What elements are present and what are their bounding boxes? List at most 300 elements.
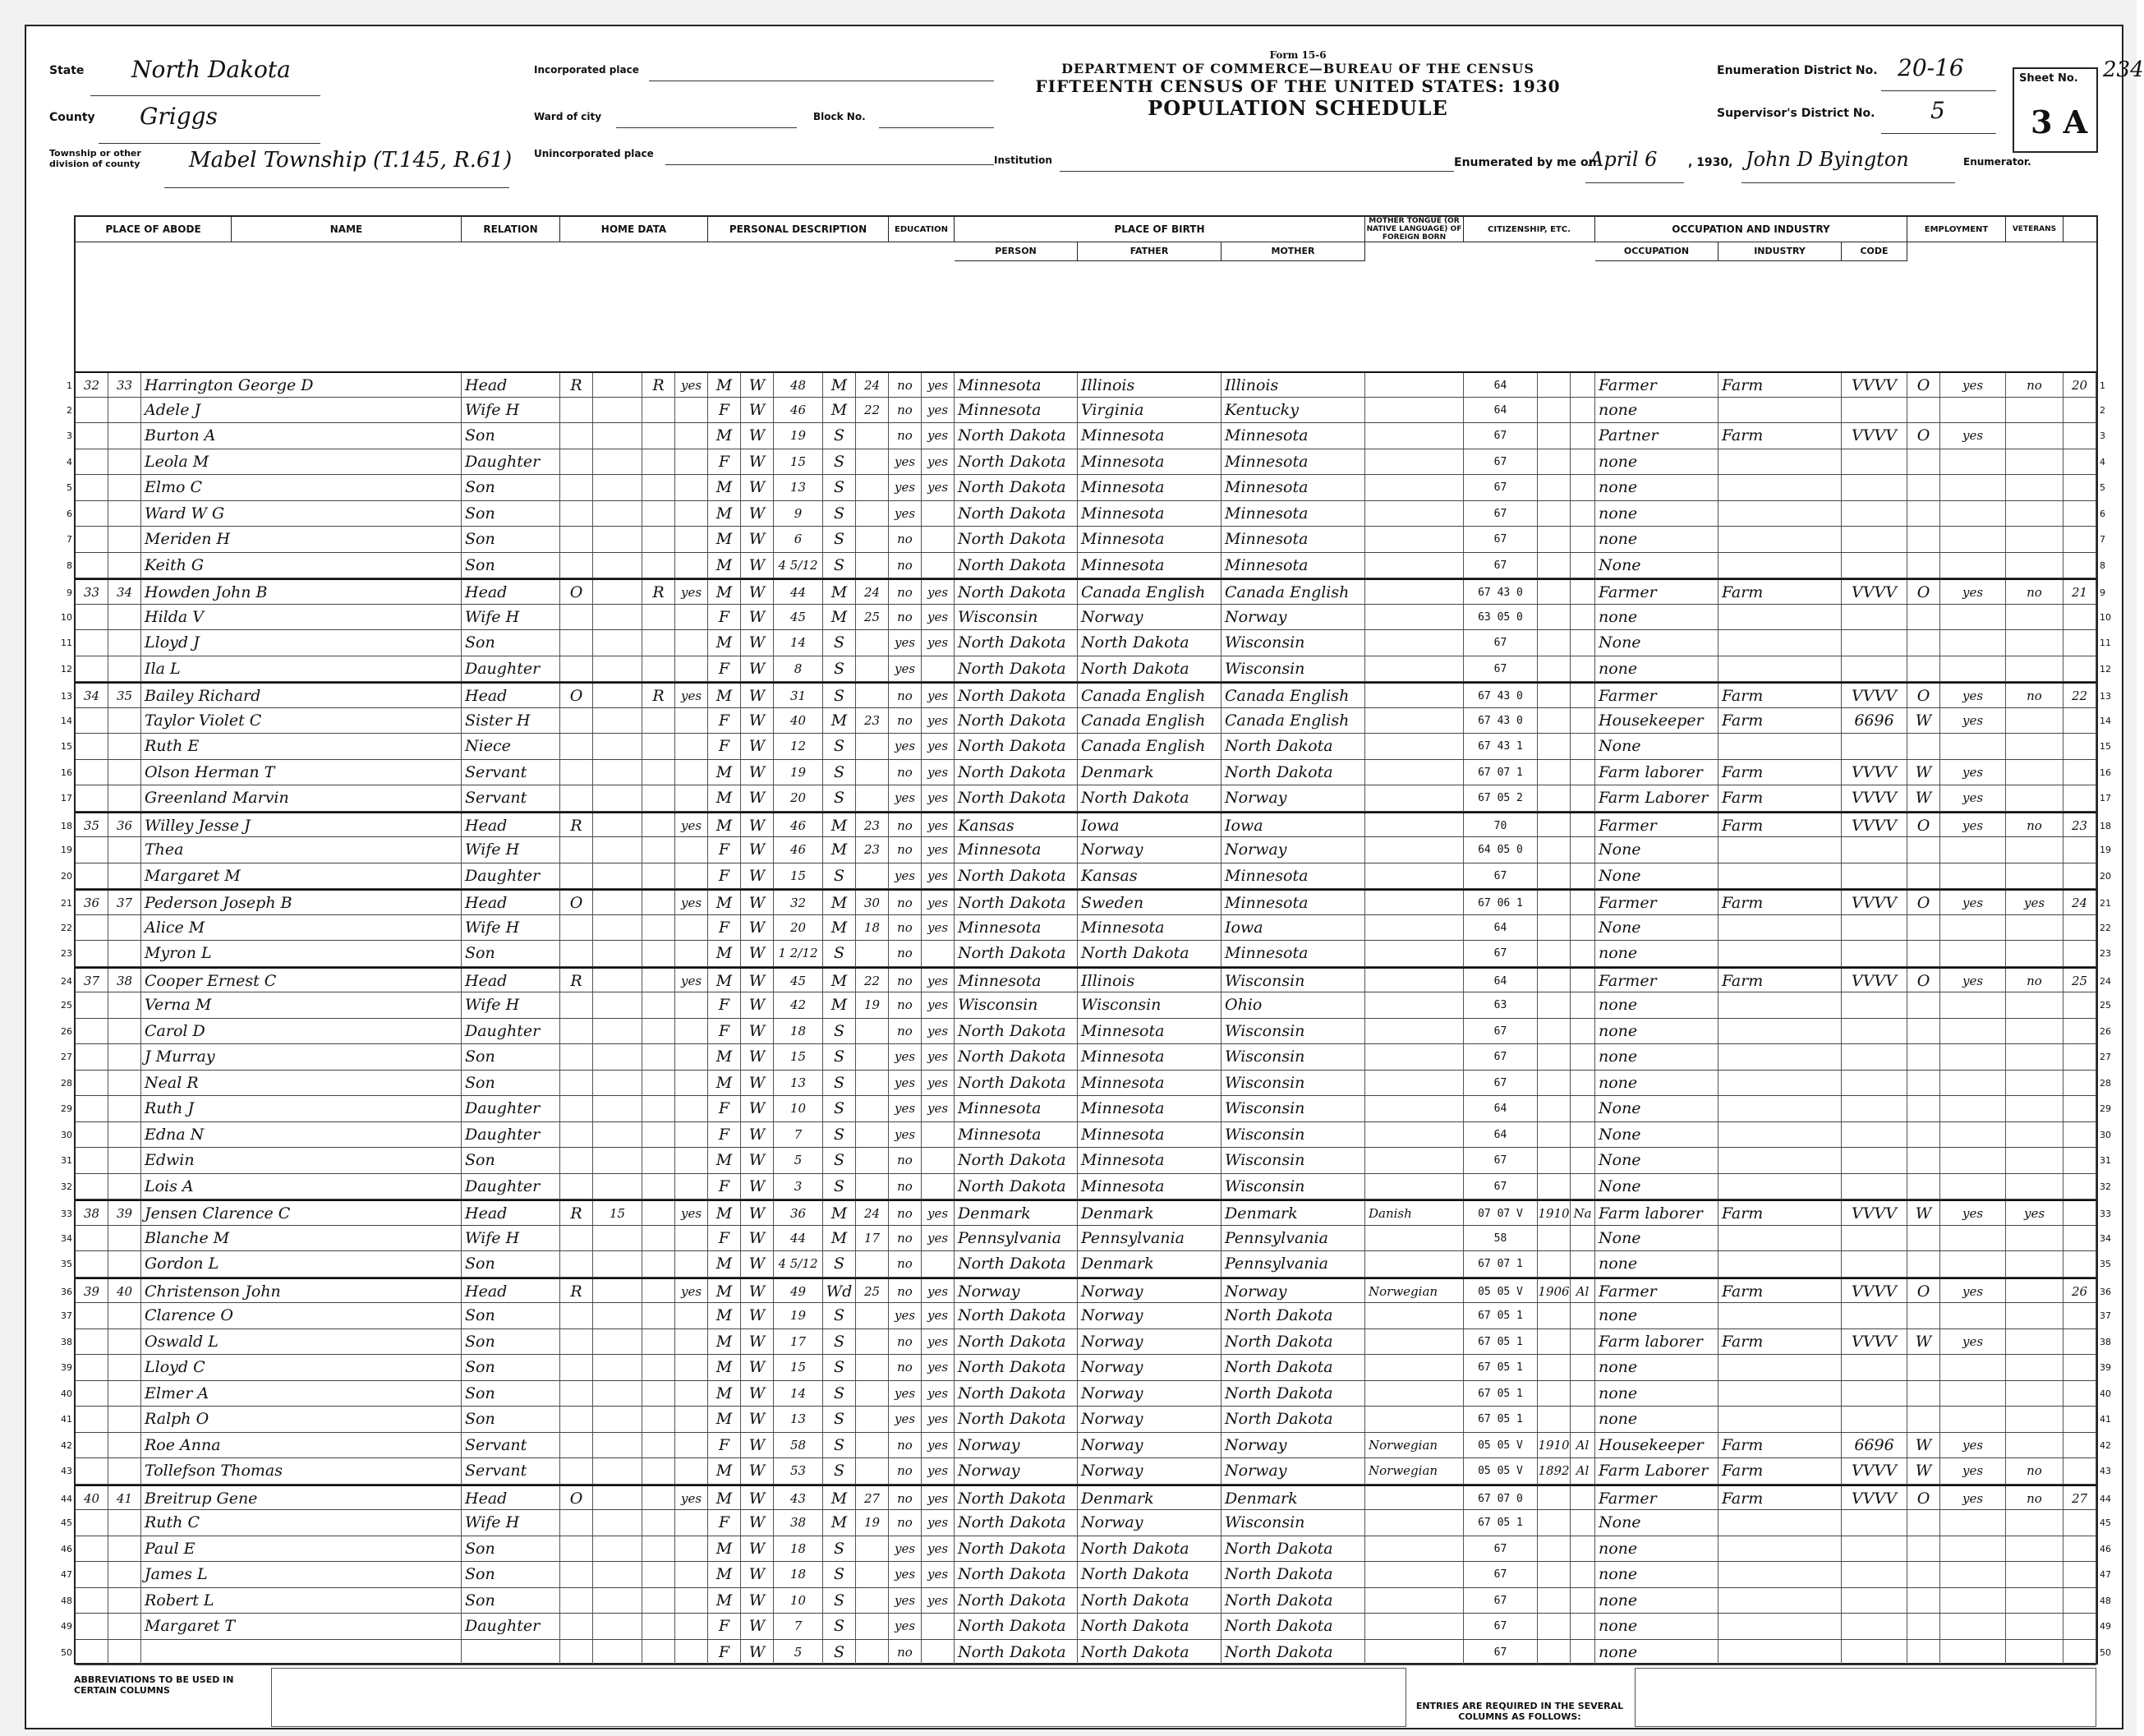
cell-vet: no	[2006, 1486, 2063, 1510]
cell-farmsched	[2063, 1226, 2096, 1251]
cell-agem	[856, 760, 889, 785]
cell-code: 67	[1464, 1044, 1538, 1070]
line-number-right: 9	[2100, 587, 2105, 598]
cell-farmsched	[2063, 992, 2096, 1018]
cell-farmsched	[2063, 1562, 2096, 1587]
cell-age: 5	[774, 1640, 823, 1665]
cell-rel: Son	[462, 1303, 560, 1328]
cell-fbp: Norway	[1078, 1458, 1222, 1484]
line-number: 21	[61, 898, 72, 909]
cell-agem	[856, 1122, 889, 1148]
cell-read: yes	[922, 708, 955, 734]
cell-dw	[76, 1251, 108, 1277]
cell-sex: M	[708, 1355, 741, 1380]
cell-sex: M	[708, 1071, 741, 1096]
cell-ind	[1718, 630, 1842, 656]
line-number-right: 50	[2100, 1646, 2111, 1658]
cell-fbp: Canada English	[1078, 684, 1222, 707]
table-row	[61, 1433, 2111, 1459]
cell-fbp: Kansas	[1078, 863, 1222, 889]
cell-work: yes	[1940, 580, 2006, 604]
cell-nat	[1571, 449, 1595, 475]
cell-bp: North Dakota	[955, 1303, 1078, 1328]
cell-farm	[642, 992, 675, 1018]
cell-val	[593, 813, 642, 837]
cell-occ: None	[1595, 837, 1718, 863]
cell-radio	[675, 1019, 708, 1044]
cell-age: 15	[774, 863, 823, 889]
cell-radio: yes	[675, 580, 708, 604]
cell-vet	[2006, 605, 2063, 630]
cell-mbp: Minnesota	[1222, 501, 1365, 527]
cell-age: 13	[774, 1071, 823, 1096]
cell-radio	[675, 1407, 708, 1432]
footer-abbrev: ABBREVIATIONS TO BE USED IN CERTAIN COLUMNS	[74, 1674, 234, 1696]
cell-radio: yes	[675, 969, 708, 992]
cell-name: Lois A	[141, 1174, 462, 1200]
cell-sex: M	[708, 580, 741, 604]
cell-sch: no	[889, 891, 922, 914]
cell-work	[1940, 1226, 2006, 1251]
cell-mar: S	[823, 941, 856, 966]
cell-sch: no	[889, 1251, 922, 1277]
table-row	[61, 967, 2111, 993]
cell-cls	[1907, 1226, 1940, 1251]
cell-eng	[1595, 1019, 1599, 1044]
cell-radio	[675, 1536, 708, 1562]
line-number-right: 44	[2100, 1493, 2111, 1504]
cell-cls	[1907, 1562, 1940, 1587]
cell-agem	[856, 1329, 889, 1355]
cell-race: W	[741, 1148, 774, 1173]
cell-cls	[1907, 1044, 1940, 1070]
cell-fbp: Illinois	[1078, 373, 1222, 397]
cell-fbp: Minnesota	[1078, 1019, 1222, 1044]
cell-ind	[1718, 1122, 1842, 1148]
cell-sex: F	[708, 1122, 741, 1148]
cell-read: yes	[922, 1510, 955, 1536]
cell-imm	[1538, 1614, 1571, 1639]
cell-own	[560, 1640, 593, 1665]
cell-occ: none	[1595, 475, 1718, 500]
cell-mbp: Pennsylvania	[1222, 1226, 1365, 1251]
cell-eng	[1595, 992, 1599, 1018]
cell-sch: yes	[889, 475, 922, 500]
cell-imm	[1538, 915, 1571, 941]
cell-eng	[1595, 1201, 1599, 1225]
cell-bp: North Dakota	[955, 1562, 1078, 1587]
cell-tongue	[1365, 580, 1464, 604]
cell-rel: Son	[462, 1355, 560, 1380]
cell-fam	[108, 1148, 141, 1173]
cell-ocode	[1842, 553, 1907, 578]
cell-occ: none	[1595, 1071, 1718, 1096]
cell-dw	[76, 423, 108, 449]
cell-dw	[76, 1536, 108, 1562]
cell-race: W	[741, 1562, 774, 1587]
cell-fam	[108, 1536, 141, 1562]
cell-sch: yes	[889, 1588, 922, 1614]
cell-farm	[642, 1226, 675, 1251]
cell-fam: 34	[108, 580, 141, 604]
line-number: 11	[61, 638, 72, 648]
cell-vet	[2006, 1407, 2063, 1432]
cell-nat	[1571, 684, 1595, 707]
cell-farmsched	[2063, 1096, 2096, 1121]
cell-fam: 41	[108, 1486, 141, 1510]
cell-ind	[1718, 553, 1842, 578]
cell-occ: Farm laborer	[1595, 760, 1718, 785]
cell-ind: Farm	[1718, 785, 1842, 811]
cell-dw	[76, 449, 108, 475]
cell-bp: North Dakota	[955, 580, 1078, 604]
cell-eng	[1595, 1486, 1599, 1510]
line-number: 32	[61, 1181, 72, 1192]
cell-mar: S	[823, 1614, 856, 1639]
cell-farm	[642, 813, 675, 837]
cell-ind	[1718, 1251, 1842, 1277]
cell-agem	[856, 1251, 889, 1277]
cell-own: R	[560, 813, 593, 837]
group-citizenship: CITIZENSHIP, ETC.	[1464, 217, 1595, 242]
cell-farmsched	[2063, 1588, 2096, 1614]
cell-name: Ruth C	[141, 1510, 462, 1536]
line-number: 47	[61, 1569, 72, 1580]
cell-tongue	[1365, 734, 1464, 759]
line-number-right: 34	[2100, 1232, 2111, 1244]
cell-imm	[1538, 475, 1571, 500]
table-row	[67, 501, 2105, 527]
cell-farmsched	[2063, 398, 2096, 423]
cell-imm	[1538, 785, 1571, 811]
cell-rel: Niece	[462, 734, 560, 759]
cell-ocode	[1842, 1174, 1907, 1200]
cell-name: Elmo C	[141, 475, 462, 500]
cell-age: 19	[774, 423, 823, 449]
cell-fbp: Minnesota	[1078, 915, 1222, 941]
cell-farm	[642, 1381, 675, 1407]
cell-imm	[1538, 992, 1571, 1018]
cell-radio	[675, 1303, 708, 1328]
cell-radio	[675, 630, 708, 656]
cell-agem	[856, 630, 889, 656]
cell-age: 18	[774, 1562, 823, 1587]
cell-mar: S	[823, 734, 856, 759]
cell-occ: none	[1595, 1251, 1718, 1277]
cell-vet	[2006, 992, 2063, 1018]
line-number: 31	[61, 1155, 72, 1166]
line-number-right: 11	[2100, 638, 2111, 648]
cell-read: yes	[922, 1562, 955, 1587]
block-label: Block No.	[813, 111, 866, 122]
cell-read: yes	[922, 423, 955, 449]
cell-fbp: North Dakota	[1078, 1640, 1222, 1665]
table-row	[61, 630, 2111, 656]
cell-ocode: VVVV	[1842, 423, 1907, 449]
cell-fam	[108, 449, 141, 475]
cell-read: yes	[922, 630, 955, 656]
cell-nat	[1571, 1071, 1595, 1096]
cell-nat	[1571, 423, 1595, 449]
cell-imm	[1538, 813, 1571, 837]
cell-ind: Farm	[1718, 580, 1842, 604]
cell-sch: no	[889, 992, 922, 1018]
cell-farm	[642, 863, 675, 889]
cell-imm	[1538, 1019, 1571, 1044]
cell-cls: O	[1907, 891, 1940, 914]
cell-tongue	[1365, 1122, 1464, 1148]
cell-mbp: Canada English	[1222, 684, 1365, 707]
cell-agem	[856, 1407, 889, 1432]
cell-read: yes	[922, 837, 955, 863]
cell-sch: no	[889, 915, 922, 941]
cell-val	[593, 1044, 642, 1070]
cell-code: 63	[1464, 992, 1538, 1018]
cell-occ: none	[1595, 992, 1718, 1018]
cell-work	[1940, 553, 2006, 578]
cell-read: yes	[922, 1279, 955, 1303]
cell-imm	[1538, 837, 1571, 863]
cell-race: W	[741, 1588, 774, 1614]
cell-nat	[1571, 373, 1595, 397]
cell-farmsched	[2063, 1433, 2096, 1458]
cell-age: 38	[774, 1510, 823, 1536]
cell-cls	[1907, 1071, 1940, 1096]
cell-fam	[108, 941, 141, 966]
cell-eng	[1595, 1588, 1599, 1614]
cell-bp: Kansas	[955, 813, 1078, 837]
cell-sex: F	[708, 1226, 741, 1251]
table-row	[61, 1251, 2111, 1278]
cell-race: W	[741, 580, 774, 604]
cell-work: yes	[1940, 785, 2006, 811]
cell-agem	[856, 1614, 889, 1639]
cell-imm	[1538, 684, 1571, 707]
cell-tongue	[1365, 915, 1464, 941]
cell-farm	[642, 1614, 675, 1639]
cell-age: 14	[774, 1381, 823, 1407]
cell-mbp: Minnesota	[1222, 527, 1365, 552]
cell-farmsched	[2063, 1148, 2096, 1173]
cell-val	[593, 1381, 642, 1407]
enumerated-year: , 1930,	[1688, 156, 1733, 169]
cell-work	[1940, 1071, 2006, 1096]
cell-eng	[1595, 734, 1599, 759]
cell-occ: none	[1595, 527, 1718, 552]
cell-ind: Farm	[1718, 373, 1842, 397]
cell-ind	[1718, 1614, 1842, 1639]
cell-code: 67	[1464, 1588, 1538, 1614]
cell-rel: Son	[462, 553, 560, 578]
cell-vet	[2006, 1174, 2063, 1200]
table-row	[61, 1174, 2111, 1200]
cell-cls: O	[1907, 580, 1940, 604]
line-number-right: 25	[2100, 1000, 2111, 1011]
group-home: HOME DATA	[560, 217, 708, 242]
cell-eng	[1595, 1562, 1599, 1587]
cell-dw	[76, 941, 108, 966]
cell-val	[593, 708, 642, 734]
township-value: Mabel Township (T.145, R.61)	[189, 148, 513, 173]
cell-farm: R	[642, 580, 675, 604]
cell-cls	[1907, 656, 1940, 682]
cell-mar: S	[823, 1044, 856, 1070]
cell-occ: Farm Laborer	[1595, 785, 1718, 811]
cell-code: 67	[1464, 423, 1538, 449]
cell-ocode	[1842, 992, 1907, 1018]
cell-eng	[1595, 1458, 1599, 1484]
cell-nat	[1571, 553, 1595, 578]
cell-fbp: Denmark	[1078, 1201, 1222, 1225]
cell-mar: S	[823, 785, 856, 811]
table-row	[61, 889, 2111, 915]
cell-race: W	[741, 684, 774, 707]
cell-agem	[856, 1381, 889, 1407]
cell-eng	[1595, 708, 1599, 734]
cell-agem: 25	[856, 605, 889, 630]
cell-cls	[1907, 398, 1940, 423]
cell-radio	[675, 501, 708, 527]
cell-farm: R	[642, 373, 675, 397]
cell-read: yes	[922, 1536, 955, 1562]
cell-imm	[1538, 863, 1571, 889]
cell-work	[1940, 449, 2006, 475]
cell-sex: F	[708, 708, 741, 734]
cell-own	[560, 1071, 593, 1096]
cell-race: W	[741, 1536, 774, 1562]
cell-sex: M	[708, 1279, 741, 1303]
cell-fbp: Norway	[1078, 1381, 1222, 1407]
cell-code: 67	[1464, 941, 1538, 966]
cell-fbp: Norway	[1078, 1510, 1222, 1536]
cell-fam	[108, 992, 141, 1018]
cell-fbp: Minnesota	[1078, 1148, 1222, 1173]
cell-work	[1940, 941, 2006, 966]
line-number-right: 42	[2100, 1439, 2111, 1451]
cell-read: yes	[922, 1407, 955, 1432]
cell-vet	[2006, 1536, 2063, 1562]
cell-code: 67 07 0	[1464, 1486, 1538, 1510]
cell-sex: F	[708, 734, 741, 759]
table-row	[67, 371, 2105, 398]
cell-cls: W	[1907, 1458, 1940, 1484]
cell-nat	[1571, 1019, 1595, 1044]
cell-eng	[1595, 605, 1599, 630]
cell-agem	[856, 1303, 889, 1328]
cell-vet	[2006, 553, 2063, 578]
cell-code: 67	[1464, 656, 1538, 682]
cell-race: W	[741, 398, 774, 423]
cell-nat	[1571, 785, 1595, 811]
cell-sex: M	[708, 553, 741, 578]
line-number-right: 6	[2100, 508, 2105, 519]
cell-sex: F	[708, 1174, 741, 1200]
cell-race: W	[741, 785, 774, 811]
cell-occ: Farmer	[1595, 684, 1718, 707]
cell-ocode: VVVV	[1842, 1329, 1907, 1355]
cell-farm	[642, 891, 675, 914]
cell-farm	[642, 1303, 675, 1328]
cell-occ: Farm Laborer	[1595, 1458, 1718, 1484]
cell-farm	[642, 1407, 675, 1432]
schedule-title: POPULATION SCHEDULE	[1148, 96, 1448, 120]
cell-val	[593, 1303, 642, 1328]
cell-race: W	[741, 553, 774, 578]
cell-rel: Wife H	[462, 605, 560, 630]
line-number: 43	[61, 1466, 72, 1476]
cell-agem	[856, 1148, 889, 1173]
cell-ocode: VVVV	[1842, 785, 1907, 811]
cell-fam: 38	[108, 969, 141, 992]
cell-bp: Pennsylvania	[955, 1226, 1078, 1251]
cell-bp: North Dakota	[955, 1381, 1078, 1407]
cell-sex: M	[708, 1381, 741, 1407]
cell-read: yes	[922, 1019, 955, 1044]
line-number-right: 5	[2100, 482, 2105, 493]
cell-own	[560, 785, 593, 811]
cell-ocode	[1842, 1096, 1907, 1121]
cell-tongue	[1365, 553, 1464, 578]
group-birth: PLACE OF BIRTH	[955, 217, 1365, 242]
cell-fam: 40	[108, 1279, 141, 1303]
cell-agem: 24	[856, 373, 889, 397]
cell-name: Leola M	[141, 449, 462, 475]
cell-imm	[1538, 1588, 1571, 1614]
cell-ocode: VVVV	[1842, 813, 1907, 837]
cell-agem: 22	[856, 969, 889, 992]
cell-agem	[856, 1355, 889, 1380]
cell-sex: F	[708, 1096, 741, 1121]
cell-name: Ward W G	[141, 501, 462, 527]
cell-eng	[1595, 423, 1599, 449]
line-number-right: 14	[2100, 715, 2111, 726]
cell-age: 46	[774, 837, 823, 863]
cell-read: yes	[922, 684, 955, 707]
cell-ocode	[1842, 1640, 1907, 1665]
cell-mbp: Wisconsin	[1222, 1071, 1365, 1096]
cell-ind: Farm	[1718, 708, 1842, 734]
cell-fam	[108, 553, 141, 578]
cell-mar: S	[823, 1122, 856, 1148]
cell-fam	[108, 1174, 141, 1200]
cell-farmsched: 22	[2063, 684, 2096, 707]
cell-farmsched	[2063, 863, 2096, 889]
cell-fam	[108, 423, 141, 449]
cell-rel: Daughter	[462, 1614, 560, 1639]
cell-rel: Son	[462, 1071, 560, 1096]
cell-dw	[76, 1096, 108, 1121]
cell-ocode	[1842, 1562, 1907, 1587]
cell-mar: M	[823, 373, 856, 397]
cell-mbp: North Dakota	[1222, 1355, 1365, 1380]
cell-sex: M	[708, 1588, 741, 1614]
ed-value: 20-16	[1898, 54, 1964, 81]
cell-name: Keith G	[141, 553, 462, 578]
cell-mar: M	[823, 398, 856, 423]
cell-vet	[2006, 1433, 2063, 1458]
cell-dw	[76, 1588, 108, 1614]
cell-ind	[1718, 1510, 1842, 1536]
cell-farmsched	[2063, 527, 2096, 552]
line-number: 16	[61, 767, 72, 778]
cell-farmsched	[2063, 1407, 2096, 1432]
cell-dw	[76, 1148, 108, 1173]
cell-sch: no	[889, 605, 922, 630]
cell-sex: M	[708, 373, 741, 397]
cell-name: Ruth E	[141, 734, 462, 759]
cell-occ: none	[1595, 941, 1718, 966]
line-number: 19	[61, 845, 72, 855]
